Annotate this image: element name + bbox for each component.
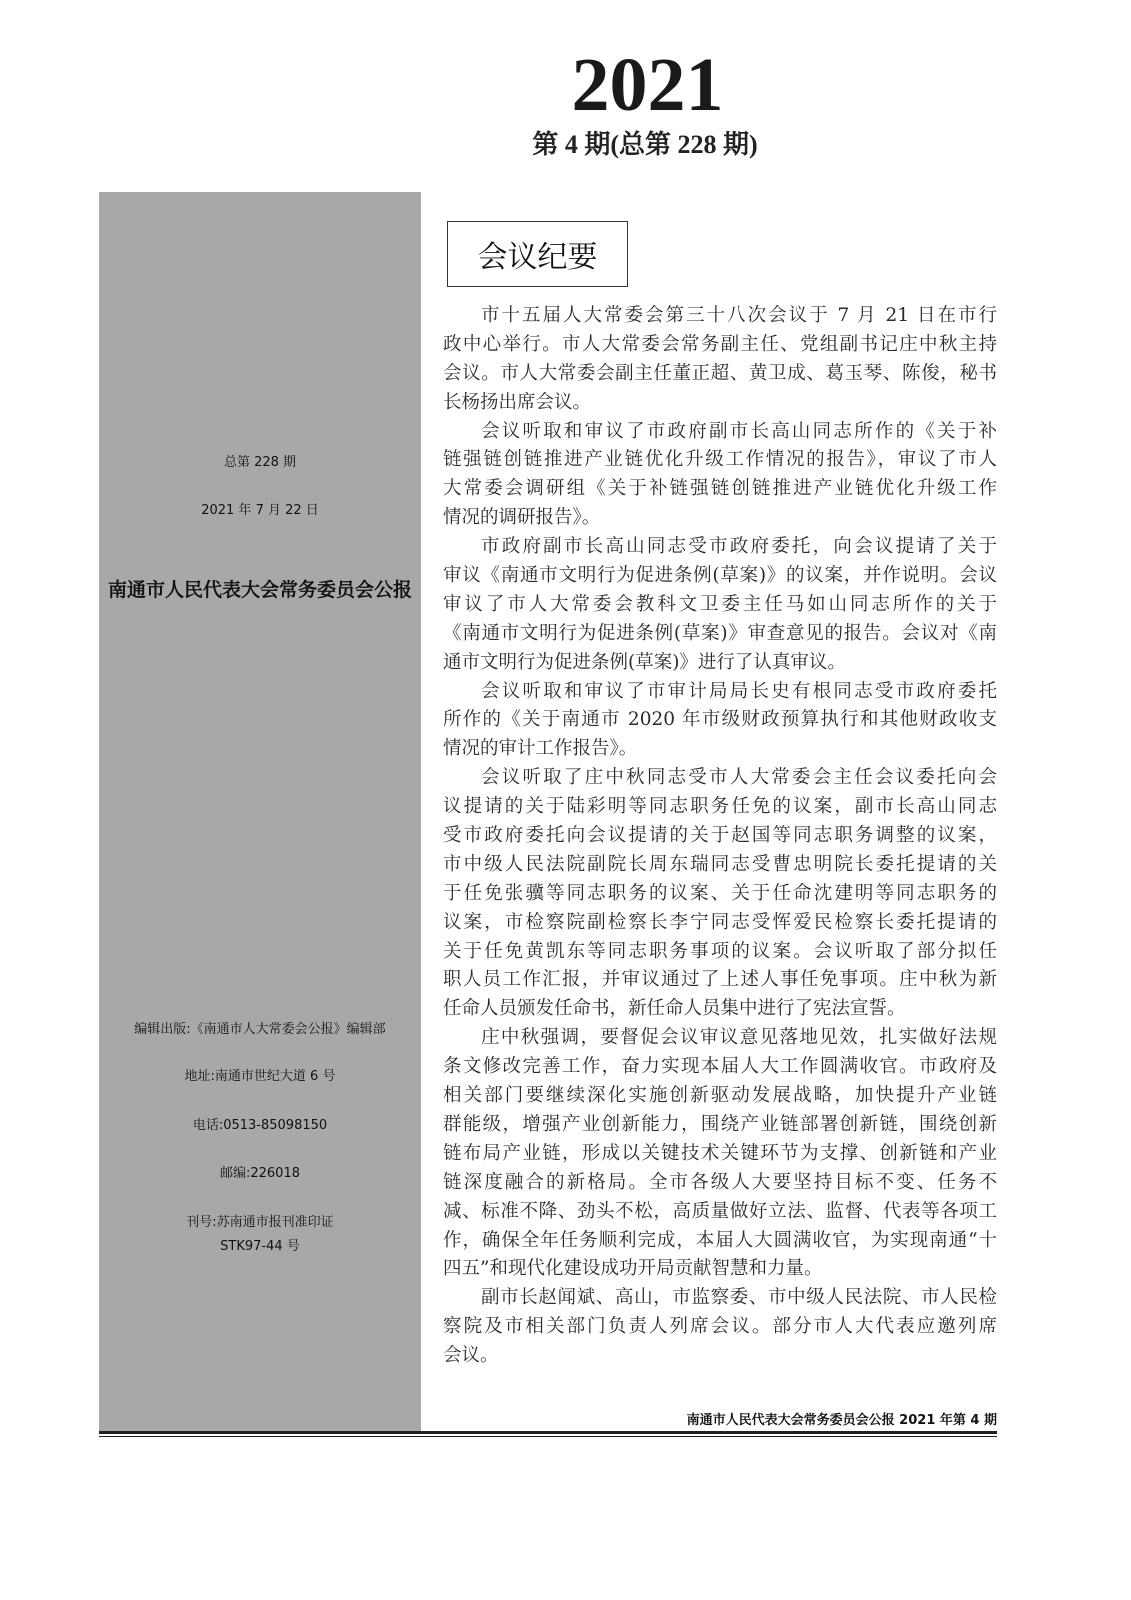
text-line: 所作的《关于南通市 2020 年市级财政预算执行和其他财政收支 xyxy=(443,709,997,731)
paragraph xyxy=(443,1284,997,1371)
address: 地址:南通市世纪大道 6 号 xyxy=(184,1069,336,1084)
text-line: 群能级，增强产业创新能力，围绕产业链部署创新链，围绕创新 xyxy=(443,1113,997,1135)
phone: 电话:0513-85098150 xyxy=(192,1118,328,1133)
sidebar-panel xyxy=(99,192,421,1432)
page-footer: 南通市人民代表大会常务委员会公报 2021 年第 4 期 xyxy=(686,1413,997,1428)
text-line: 审议了市人大常委会教科文卫委主任马如山同志所作的关于 xyxy=(443,593,997,615)
license-line-2: STK97-44 号 xyxy=(220,1239,300,1254)
section-title: 会议纪要 xyxy=(447,221,628,287)
text-line: 任命人员颁发任命书，新任命人员集中进行了宪法宣誓。 xyxy=(443,998,906,1020)
text-line: 减、标准不降、劲头不松，高质量做好立法、监督、代表等各项工 xyxy=(443,1200,997,1222)
paragraph xyxy=(443,1024,997,1284)
text-line: 链深度融合的新格局。全市各级人大要坚持目标不变、任务不 xyxy=(443,1171,997,1193)
text-line: 会议。 xyxy=(443,1345,499,1367)
text-line: 市政府副市长高山同志受市政府委托，向会议提请了关于 xyxy=(481,536,997,558)
paragraph xyxy=(443,533,997,677)
text-line: 议案，市检察院副检察长李宁同志受恽爱民检察长委托提请的 xyxy=(443,911,997,933)
text-line: 市中级人民法院副院长周东瑞同志受曹忠明院长委托提请的关 xyxy=(443,853,997,875)
text-line: 大常委会调研组《关于补链强链创链推进产业链优化升级工作 xyxy=(443,478,997,500)
paragraph xyxy=(443,418,997,534)
paragraph xyxy=(443,302,997,418)
text-line: 职人员工作汇报，并审议通过了上述人事任免事项。庄中秋为新 xyxy=(443,969,997,991)
publisher: 编辑出版:《南通市人大常委会公报》编辑部 xyxy=(134,1022,386,1037)
text-line: 会议听取和审议了市审计局局长史有根同志受市政府委托 xyxy=(481,680,997,702)
text-line: 市十五届人大常委会第三十八次会议于 7 月 21 日在市行 xyxy=(481,305,997,326)
text-line: 关于任免黄凯东等同志职务事项的议案。会议听取了部分拟任 xyxy=(443,940,997,962)
issue-number: 第 4 期(总第 228 期) xyxy=(532,130,758,159)
footer-rule xyxy=(99,1431,997,1434)
text-line: 会议。市人大常委会副主任董正超、黄卫成、葛玉琴、陈俊，秘书 xyxy=(443,362,997,384)
text-line: 审议《南通市文明行为促进条例(草案)》的议案，并作说明。会议 xyxy=(443,565,997,587)
text-line: 庄中秋强调，要督促会议审议意见落地见效，扎实做好法规 xyxy=(481,1027,997,1049)
text-line: 链布局产业链，形成以关键技术关键环节为支撑、创新链和产业 xyxy=(443,1142,997,1164)
text-line: 情况的审计工作报告》。 xyxy=(443,738,638,760)
article-body xyxy=(443,302,997,1371)
text-line: 四五”和现代化建设成功开局贡献智慧和力量。 xyxy=(443,1258,823,1280)
text-line: 作，确保全年任务顺利完成，本届人大圆满收官，为实现南通“十 xyxy=(443,1229,997,1251)
text-line: 条文修改完善工作，奋力实现本届人大工作圆满收官。市政府及 xyxy=(443,1056,997,1078)
paragraph xyxy=(443,764,997,1024)
text-line: 于任免张骥等同志职务的议案、关于任命沈建明等同志职务的 xyxy=(443,882,997,904)
text-line: 受市政府委托向会议提请的关于赵国等同志职务调整的议案， xyxy=(443,825,997,847)
paragraph xyxy=(443,678,997,765)
publication-title: 南通市人民代表大会常务委员会公报 xyxy=(107,579,412,601)
license-line-1: 刊号:苏南通市报刊准印证 xyxy=(186,1215,334,1230)
text-line: 情况的调研报告》。 xyxy=(443,507,601,529)
year-heading: 2021 xyxy=(571,43,724,127)
text-line: 会议听取了庄中秋同志受市人大常委会主任会议委托向会 xyxy=(481,767,997,789)
text-line: 副市长赵闻斌、高山，市监察委、市中级人民法院、市人民检 xyxy=(481,1287,997,1309)
text-line: 《南通市文明行为促进条例(草案)》审查意见的报告。会议对《南 xyxy=(443,622,997,644)
footer-rule-thin xyxy=(99,1436,997,1437)
text-line: 会议听取和审议了市政府副市长高山同志所作的《关于补 xyxy=(481,420,997,442)
text-line: 察院及市相关部门负责人列席会议。部分市人大代表应邀列席 xyxy=(443,1316,997,1338)
text-line: 长杨扬出席会议。 xyxy=(443,391,592,413)
text-line: 相关部门要继续深化实施创新驱动发展战略，加快提升产业链 xyxy=(443,1085,997,1107)
text-line: 政中心举行。市人大常委会常务副主任、党组副书记庄中秋主持 xyxy=(443,333,997,355)
postcode: 邮编:226018 xyxy=(219,1166,300,1181)
text-line: 通市文明行为促进条例(草案)》进行了认真审议。 xyxy=(443,651,846,673)
publication-date: 2021 年 7 月 22 日 xyxy=(201,503,319,518)
text-line: 链强链创链推进产业链优化升级工作情况的报告》，审议了市人 xyxy=(443,449,997,471)
text-line: 议提请的关于陆彩明等同志职务任免的议案，副市长高山同志 xyxy=(443,796,997,818)
total-issue: 总第 228 期 xyxy=(223,455,297,470)
